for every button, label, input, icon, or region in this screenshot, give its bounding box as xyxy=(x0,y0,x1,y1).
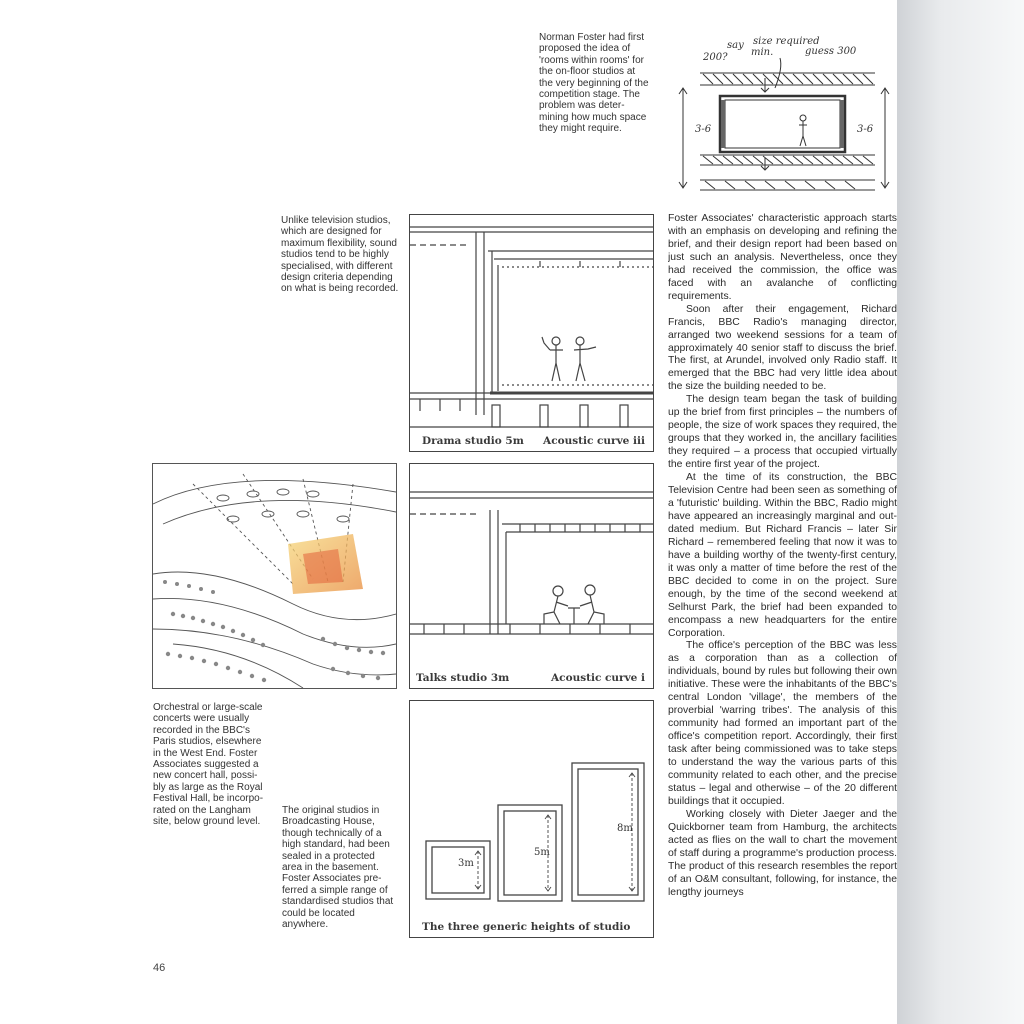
generic-caption: The three generic heights of studio xyxy=(422,921,631,933)
panel-concert-hall xyxy=(152,463,397,689)
caption-original-studios: The original studios in Broadcasting House, though technically of a high standard, had been sealed in a protected area in the basement. Foster Associates pre-ferred a simple range of standardised studios that could be located anywhere. xyxy=(282,805,394,931)
talks-caption-right: Acoustic curve i xyxy=(551,672,645,684)
sketch-dim-left: 3-6 xyxy=(695,124,712,135)
panel-generic-heights xyxy=(409,700,654,938)
height-label-3m: 3m xyxy=(458,858,474,869)
sketch-note-d: min. xyxy=(751,47,774,58)
drama-caption-left: Drama studio 5m xyxy=(422,435,524,447)
sketch-note-e: guess 300 xyxy=(805,46,857,57)
body-paragraph: The design team began the task of building up the brief from first principles – the numbers of people, the size of work spaces they required, the groups that they worked in, the ancillary facilities they required – a process that occupied virtually the entire first year of the project. xyxy=(668,394,897,471)
height-label-5m: 5m xyxy=(534,847,550,858)
body-paragraph: Soon after their engagement, Richard Francis, BBC Radio's managing director, arranged two weekend sessions for a team of approximately 40 senior staff to discuss the brief. The first, at Arundel, involved only Radio staff. It emerged that the BBC had very little idea about the size the building needed to be. xyxy=(668,303,897,393)
body-paragraph: At the time of its construction, the BBC Television Centre had been seen as something of a 'futuristic' building. Within the BBC, Radio might have appeared an increasingly marginal and out-dated medium. But Richard Francis – later Sir Richard – remembered feeling that now it was to have a building worthy of the twenty-first century, it was only a matter of time before the rest of the BBC decided to come in on the project. Sure enough, by the time of the second weekend at Selhurst Park, the brief had been expanded to encompass a new headquarters for the entire Corporation. xyxy=(668,472,897,639)
sketch-note-a: 200? xyxy=(703,52,728,63)
page-number: 46 xyxy=(153,962,166,974)
body-paragraph: Working closely with Dieter Jaeger and the Quickborner team from Hamburg, the architects acted as flies on the wall to chart the movement of staff during a programme's production process. The product of this research resembles the report of an O&M consultant, following, for instance, the lengthy journeys xyxy=(668,808,897,898)
height-label-8m: 8m xyxy=(617,823,633,834)
sketch-note-c: size required xyxy=(753,36,820,47)
caption-foster-note: Norman Foster had first proposed the idea of 'rooms within rooms' for the on-floor studios at the very beginning of the competition stage. The problem was deter-mining how much space they might require. xyxy=(539,32,649,135)
drama-caption-right: Acoustic curve iii xyxy=(543,435,645,447)
foster-sketch xyxy=(665,28,897,203)
body-text-column xyxy=(668,213,897,913)
sketch-note-b: say xyxy=(727,40,744,51)
caption-concerts: Orchestral or large-scale concerts were usually recorded in the BBC's Paris studios, elsewhere in the West End. Foster Associates suggested a new concert hall, possi-bly as large as the Royal Festival Hall, be incorpo-rated on the Langham site, below ground level. xyxy=(153,702,264,828)
body-paragraph: Foster Associates' characteristic approach starts with an emphasis on developing and refining the brief, and their design report had been based on just such an analysis. Nevertheless, once they had received the commission, the office was faced with an avalanche of conflicting requirements. xyxy=(668,213,897,302)
page-edge-shadow xyxy=(897,0,1024,1024)
sketch-dim-right: 3-6 xyxy=(857,124,874,135)
body-paragraph: The office's perception of the BBC was less as a corporation than as a collection of individuals, bound by rules but following their own initiative. These were the inhabitants of the BBC's central London 'village', the members of the proverbial 'warring tribes'. The analysis of this community had formed an important part of the office's competition report. Accordingly, their first task after being commissioned was to take steps to understand the way the various parts of this community related to each other, and the precise status – legal and otherwise – of the 20 different buildings that it occupied. xyxy=(668,640,897,807)
talks-caption-left: Talks studio 3m xyxy=(416,672,510,684)
caption-tv-studios: Unlike television studios, which are designed for maximum flexibility, sound studios tend to be highly specialised, with different design criteria depending on what is being recorded. xyxy=(281,215,399,295)
panel-drama-studio xyxy=(409,214,654,452)
panel-talks-studio xyxy=(409,463,654,689)
